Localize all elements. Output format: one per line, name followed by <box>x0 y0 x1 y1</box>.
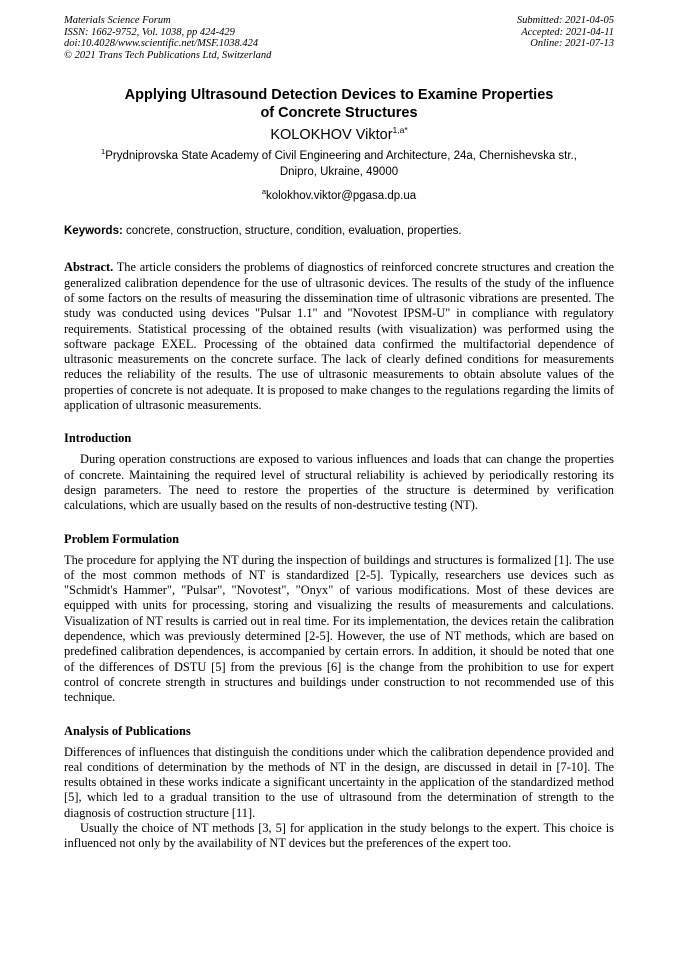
author-sup: 1,a* <box>392 125 408 136</box>
affiliation-line-2: Dnipro, Ukraine, 49000 <box>279 166 399 179</box>
publication-dates <box>517 15 614 61</box>
author-name: KOLOKHOV Viktor <box>270 127 393 144</box>
title-line-1: Applying Ultrasound Detection Devices to Examine Properties <box>124 87 554 104</box>
title-line-2: of Concrete Structures <box>260 105 418 122</box>
keywords-text: concrete, construction, structure, condition, evaluation, properties. <box>122 225 462 238</box>
problem-heading: Problem Formulation <box>64 531 180 546</box>
analysis-paragraph-2: Usually the choice of NT methods [3, 5] for application in the study belongs to the expert. This choice is influenced not only by the availability of NT devices but the preferences of the expert too. <box>64 820 614 851</box>
abstract-text: The article considers the problems of diagnostics of reinforced concrete structures and creation the generalized calibration dependence for the use of ultrasonic devices. The results of the study of the influence of some factors on the results of measuring the dissemination time of ultrasonic vibrations are presented. The study was conducted using devices "Pulsar 1.1" and "Novotest IPSM-U" in compliance with regulatory requirements. Statistical processing of the obtained results (with visualization) was performed using the software package EXEL. Processing of the obtained data confirmed the multifactorial dependence of ultrasonic measurements on the concrete surface. The lack of clearly defined conditions for measurements reduces the reliability of the results. The use of ultrasonic measurements to obtain absolute values of the properties of concrete is not adequate. It is proposed to make changes to the regulations regarding the limits of application of ultrasonic measurements. <box>64 260 614 413</box>
online-date: Online: 2021-07-13 <box>530 38 614 50</box>
author-email <box>64 188 614 204</box>
introduction-paragraph: During operation constructions are exposed to various influences and loads that can change the properties of concrete. Maintaining the required level of structural reliability is achieved by periodically restoring its design parameters. The need to restore the properties of the structure is determined by verification calculations, which are usually based on the results of non-destructive testing (NT). <box>64 452 614 513</box>
paper-page <box>64 15 614 852</box>
accepted-date: Accepted: 2021-04-11 <box>521 26 614 38</box>
abstract-label: Abstract. <box>64 260 114 275</box>
email-address: kolokhov.viktor@pgasa.dp.ua <box>265 190 417 203</box>
journal-doi: doi:10.4028/www.scientific.net/MSF.1038.424 <box>64 38 259 50</box>
author <box>64 125 614 145</box>
introduction-heading: Introduction <box>64 431 132 446</box>
journal-info <box>64 15 271 61</box>
email-sup: a <box>261 187 266 197</box>
affiliation <box>64 148 614 180</box>
analysis-heading: Analysis of Publications <box>64 723 191 738</box>
affiliation-line-1: Prydniprovska State Academy of Civil Engineering and Architecture, 24a, Chernishevska str., <box>105 150 577 163</box>
problem-paragraph: The procedure for applying the NT during the inspection of buildings and structures is formalized [1]. The use of the most common methods of NT is standardized [2-5]. Typically, researchers use devices such as "Schmidt's Hammer", "Pulsar", "Novotest", "Onyx" of various modifications. Most of these devices are equipped with units for processing, storing and visualizing the results of measurements and calculations. Visualization of NT results is carried out in real time. For its implementation, the devices retain the calibration dependence, which was previously determined [2-5]. However, the use of NT methods, which are based on predefined calibration dependences, is accompanied by certain errors. In addition, it should be noted that one of the differences of DSTU [5] from the previous [6] is the change from the prohibition to use for expert control of concrete strength in structures and buildings under construction to not recommended use of this technique. <box>64 552 614 705</box>
keywords-label: Keywords: <box>64 225 123 238</box>
journal-name: Materials Science Forum <box>64 15 171 26</box>
analysis-paragraph-1: Differences of influences that distinguish the conditions under which the calibration dependence provided and real conditions of determination by the methods of NT in the design, are discussed in detail in [7-10]. The results obtained in these works indicate a significant uncertainty in the application of the standardized method [5], which led to a gradual transition to the use of ultrasound from the determination of strength to the diagnosis of costruction structure [11]. <box>64 744 614 820</box>
journal-issn: ISSN: 1662-9752, Vol. 1038, pp 424-429 <box>64 26 235 38</box>
paper-title <box>64 86 614 122</box>
submitted-date: Submitted: 2021-04-05 <box>516 15 614 26</box>
affiliation-sup: 1 <box>101 147 106 157</box>
journal-header <box>64 15 614 61</box>
abstract <box>64 260 614 413</box>
journal-copyright: © 2021 Trans Tech Publications Ltd, Switzerland <box>64 49 272 61</box>
keywords <box>64 224 614 239</box>
